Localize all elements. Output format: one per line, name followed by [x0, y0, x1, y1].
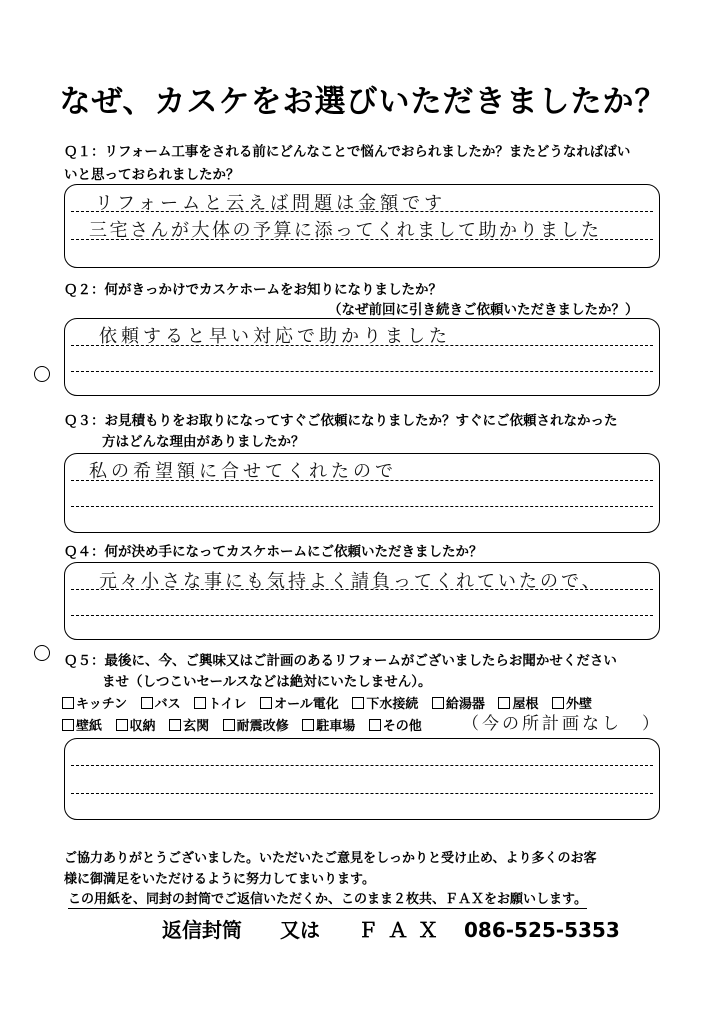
- q1-answer-box[interactable]: [64, 184, 660, 268]
- checkbox[interactable]: [194, 697, 206, 709]
- q3-answer-line1: 私の希望額に合せてくれたので: [89, 461, 397, 482]
- q4-answer-line1: 元々小さな事にも気持よく請負ってくれていたので、: [99, 571, 603, 592]
- checkbox[interactable]: [552, 697, 564, 709]
- q3-question-line1: Ｑ３：お見積もりをお取りになってすぐご依頼になりましたか？すぐにご依頼されなかった: [64, 413, 618, 429]
- fax-number: 086-525-5353: [464, 918, 620, 942]
- checkbox[interactable]: [432, 697, 444, 709]
- q5-options-row2: [62, 715, 431, 734]
- option-parking[interactable]: 駐車場: [302, 719, 355, 734]
- q1-answer-line2: 三宅さんが大体の予算に添ってくれまして助かりました: [89, 220, 602, 241]
- checkbox[interactable]: [369, 719, 381, 731]
- q2-question-line2: （なぜ前回に引き続きご依頼いただきましたか？）: [328, 302, 639, 318]
- option-seismic[interactable]: 耐震改修: [223, 719, 289, 734]
- q4-question-line1: Ｑ４：何が決め手になってカスケホームにご依頼いただきましたか？: [64, 544, 483, 560]
- option-wallpaper[interactable]: 壁紙: [62, 719, 102, 734]
- punch-hole-lower: [34, 645, 50, 661]
- option-roof[interactable]: 屋根: [498, 697, 538, 712]
- option-storage[interactable]: 収納: [116, 719, 156, 734]
- q5-answer-box[interactable]: [64, 738, 660, 820]
- checkbox[interactable]: [169, 719, 181, 731]
- checkbox[interactable]: [62, 697, 74, 709]
- envelope-label: 返信封筒: [162, 918, 242, 942]
- q4-answer-box[interactable]: [64, 562, 660, 640]
- form-title: なぜ、カスケをお選びいただきましたか？: [59, 84, 667, 120]
- q1-question-line1: Ｑ１：リフォーム工事をされる前にどんなことで悩んでおられましたか？またどうなればばい: [64, 144, 631, 160]
- fax-label: ＦＡＸ: [358, 918, 448, 942]
- option-other[interactable]: その他: [369, 719, 422, 734]
- checkbox[interactable]: [352, 697, 364, 709]
- q5-question-line1: Ｑ５：最後に、今、ご興味又はご計画のあるリフォームがございましたらお聞かせください: [64, 653, 617, 669]
- option-entrance[interactable]: 玄関: [169, 719, 209, 734]
- q1-question-line2: いと思っておられましたか？: [64, 167, 240, 183]
- checkbox[interactable]: [260, 697, 272, 709]
- option-exterior-wall[interactable]: 外壁: [552, 697, 592, 712]
- option-bath[interactable]: バス: [141, 697, 181, 712]
- option-water-heater[interactable]: 給湯器: [432, 697, 485, 712]
- q5-other-note: （今の所計画なし ）: [462, 714, 662, 734]
- option-kitchen[interactable]: キッチン: [62, 697, 127, 712]
- checkbox[interactable]: [141, 697, 153, 709]
- checkbox[interactable]: [62, 719, 74, 731]
- or-label: 又は: [280, 918, 320, 942]
- closing-line3-underlined: この用紙を、同封の封筒でご返信いただくか、このまま２枚共、ＦＡＸをお願いします。: [68, 888, 587, 909]
- q3-question-line2: 方はどんな理由がありましたか？: [102, 434, 305, 450]
- q2-question-line1: Ｑ２：何がきっかけでカスケホームをお知りになりましたか？: [64, 282, 442, 298]
- checkbox[interactable]: [302, 719, 314, 731]
- q2-answer-box[interactable]: [64, 318, 660, 396]
- q2-answer-line1: 依頼すると早い対応で助かりました: [99, 326, 451, 347]
- checkbox[interactable]: [223, 719, 235, 731]
- q3-answer-box[interactable]: [64, 453, 660, 533]
- return-info: [162, 914, 620, 943]
- option-sewer[interactable]: 下水接続: [352, 697, 418, 712]
- option-all-electric[interactable]: オール電化: [260, 697, 339, 712]
- closing-line1: ご協力ありがとうございました。いただいたご意見をしっかりと受け止め、より多くのお客: [64, 851, 597, 866]
- closing-line2: 様に御満足をいただけるように努力してまいります。: [64, 872, 375, 887]
- q5-question-line2: ませ（しつこいセールスなどは絶対にいたしません）。: [102, 674, 432, 690]
- checkbox[interactable]: [116, 719, 128, 731]
- q1-answer-line1: リフォームと云えば問題は金額です: [95, 193, 447, 214]
- checkbox[interactable]: [498, 697, 510, 709]
- punch-hole-upper: [34, 366, 50, 382]
- option-toilet[interactable]: トイレ: [194, 697, 246, 712]
